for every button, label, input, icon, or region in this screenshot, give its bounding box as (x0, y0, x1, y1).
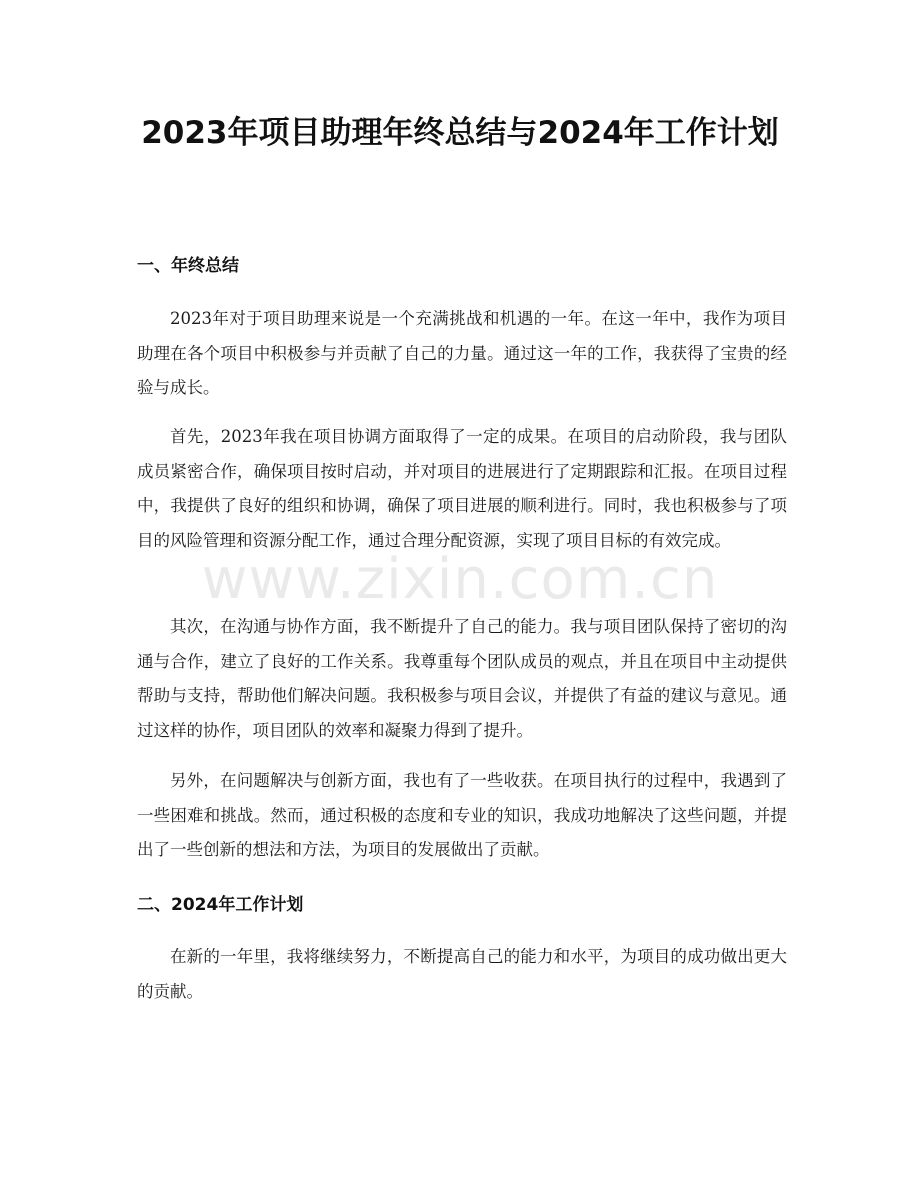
summary-paragraph-3: 其次，在沟通与协作方面，我不断提升了自己的能力。我与项目团队保持了密切的沟通与合作，建立了良好的工作关系。我尊重每个团队成员的观点，并且在项目中主动提供帮助与支持，帮助他们解决问题。我积极参与项目会议，并提供了有益的建议与意见。通过这样的协作，项目团队的效率和凝聚力得到了提升。 (137, 617, 787, 740)
summary-paragraph-1: 2023年对于项目助理来说是一个充满挑战和机遇的一年。在这一年中，我作为项目助理在各个项目中积极参与并贡献了自己的力量。通过这一年的工作，我获得了宝贵的经验与成长。 (137, 309, 787, 397)
summary-paragraph-4: 另外，在问题解决与创新方面，我也有了一些收获。在项目执行的过程中，我遇到了一些困难和挑战。然而，通过积极的态度和专业的知识，我成功地解决了这些问题，并提出了一些创新的想法和方法，为项目的发展做出了贡献。 (137, 771, 787, 859)
summary-paragraph-2: 首先，2023年我在项目协调方面取得了一定的成果。在项目的启动阶段，我与团队成员紧密合作，确保项目按时启动，并对项目的进展进行了定期跟踪和汇报。在项目过程中，我提供了良好的组织和协调，确保了项目进展的顺利进行。同时，我也积极参与了项目的风险管理和资源分配工作，通过合理分配资源，实现了项目目标的有效完成。 (137, 427, 787, 550)
document-title: 2023年项目助理年终总结与2024年工作计划 (141, 115, 779, 151)
plan-paragraph-1: 在新的一年里，我将继续努力，不断提高自己的能力和水平，为项目的成功做出更大的贡献。 (137, 947, 787, 1001)
section-heading-summary: 一、年终总结 (137, 256, 239, 276)
watermark: www.zixin.com.cn (201, 547, 719, 612)
section-heading-plan: 二、2024年工作计划 (137, 895, 304, 915)
